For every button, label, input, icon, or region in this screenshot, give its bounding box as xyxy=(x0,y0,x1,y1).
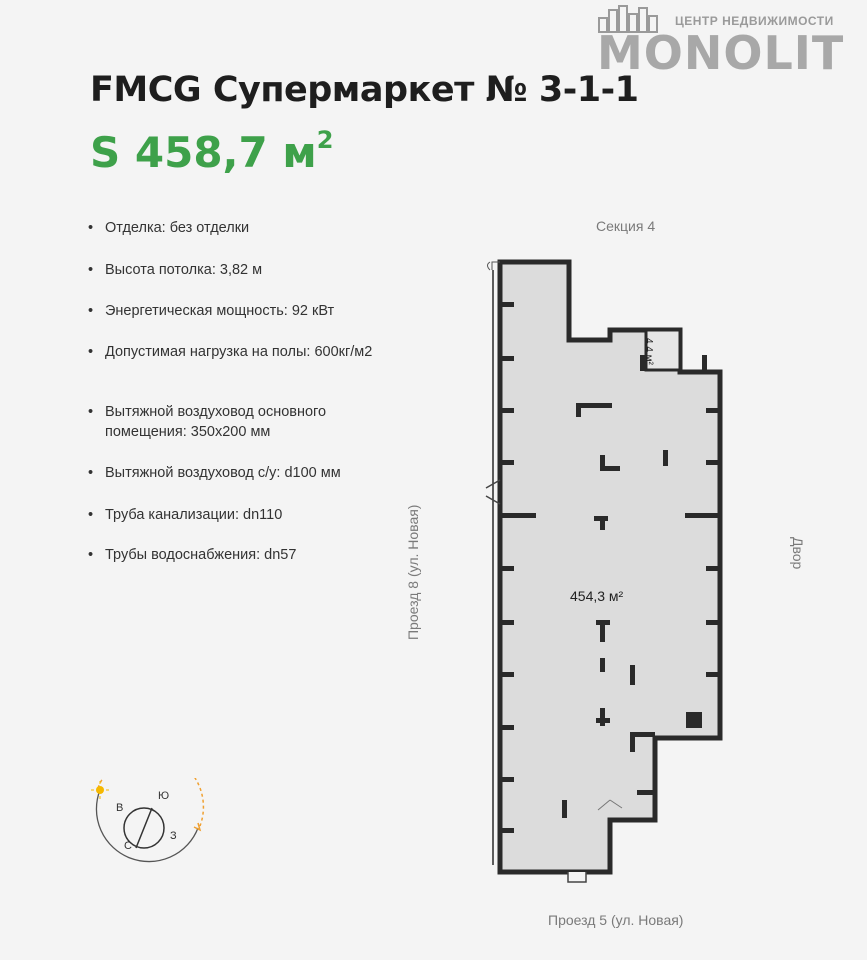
spec-item: • Допустимая нагрузка на полы: 600кг/м2 xyxy=(88,342,405,362)
brand-name: MONOLIT xyxy=(597,26,845,80)
spec-item: • Высота потолка: 3,82 м xyxy=(88,260,405,280)
total-area-value: S 458,7 м xyxy=(90,128,317,177)
page-title: FMCG Супермаркет № 3-1-1 xyxy=(90,70,639,110)
brand-tagline: ЦЕНТР НЕДВИЖИМОСТИ xyxy=(675,14,834,28)
compass-east: В xyxy=(116,802,124,814)
spec-item: • Вытяжной воздуховод с/у: d100 мм xyxy=(88,463,405,483)
main-room-area: 454,3 м² xyxy=(570,588,624,604)
compass xyxy=(88,778,210,876)
sun-icon xyxy=(96,786,104,794)
spec-item: • Вытяжной воздуховод основного помещения: 350x200 мм xyxy=(88,402,405,442)
compass-graphic xyxy=(88,778,210,876)
spec-item: • Труба канализации: dn110 xyxy=(88,505,405,525)
plan-label-left: Проезд 8 (ул. Новая) xyxy=(405,504,421,640)
plan-label-top: Секция 4 xyxy=(596,218,656,234)
compass-south: Ю xyxy=(158,790,170,802)
plan-label-bottom: Проезд 5 (ул. Новая) xyxy=(548,912,684,928)
spec-item: • Трубы водоснабжения: dn57 xyxy=(88,545,405,565)
spec-item: • Энергетическая мощность: 92 кВт xyxy=(88,301,405,321)
compass-west: З xyxy=(170,830,177,842)
total-area-unit-sup: 2 xyxy=(316,126,334,154)
plan-label-right: Двор xyxy=(790,537,806,570)
compass-north: С xyxy=(124,840,132,852)
wc-room-area: 4,4 м² xyxy=(643,338,654,365)
plan-shape xyxy=(486,262,720,882)
spec-item: • Отделка: без отделки xyxy=(88,218,405,238)
